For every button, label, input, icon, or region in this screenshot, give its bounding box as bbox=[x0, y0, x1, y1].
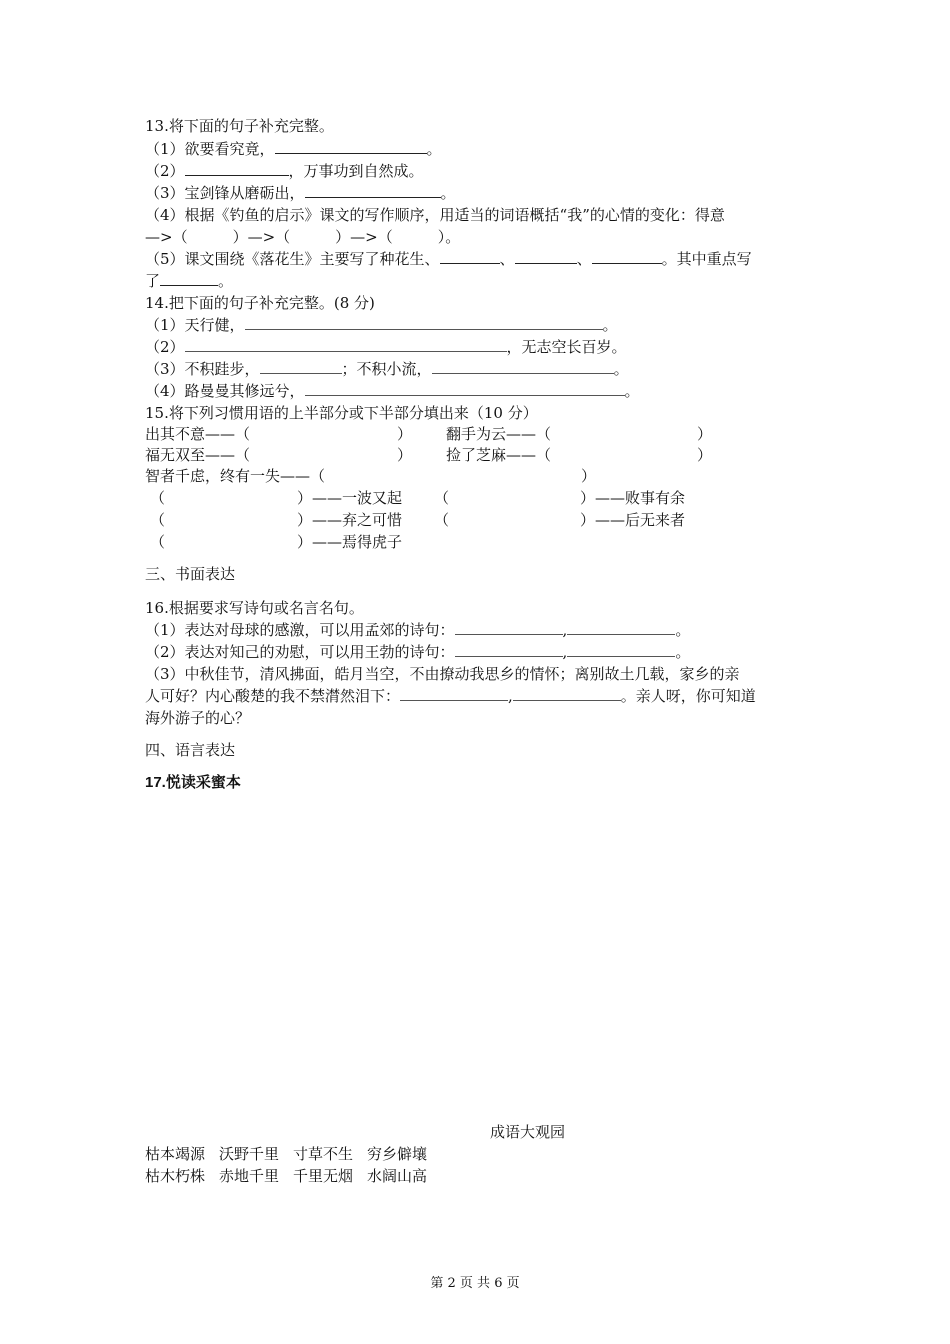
q15-r5b: ）——后无来者 bbox=[580, 511, 686, 529]
q16-item-1-blank-2[interactable] bbox=[567, 620, 675, 635]
q13-title: 13.将下面的句子补充完整。 bbox=[145, 117, 334, 135]
q16-item-3-cont-text: 人可好？内心酸楚的我不禁潸然泪下： bbox=[145, 687, 401, 705]
q14-item-2 bbox=[145, 337, 627, 358]
q13-item-3-end: 。 bbox=[440, 184, 456, 202]
q16-item-2-end: 。 bbox=[675, 643, 691, 661]
q13-item-5-cont-end: 。 bbox=[218, 272, 234, 290]
q13-item-5-blank-4[interactable] bbox=[160, 271, 218, 286]
q16-title: 16.根据要求写诗句或名言名句。 bbox=[145, 599, 364, 617]
q15-r2b: 捡了芝麻——（ bbox=[446, 446, 552, 464]
q14-item-1-end: 。 bbox=[602, 316, 618, 334]
q13-item-5-sep-2: 、 bbox=[576, 250, 592, 268]
q15-r5a-open: （ bbox=[150, 511, 166, 529]
q14-item-3-blank-2[interactable] bbox=[432, 359, 614, 374]
q14-item-4 bbox=[145, 381, 640, 402]
q13-item-2-end: ，万事功到自然成。 bbox=[288, 162, 424, 180]
idioms-row-2 bbox=[145, 1166, 427, 1187]
q13-item-2 bbox=[145, 161, 424, 182]
q13-item-5-sep-1: 、 bbox=[499, 250, 515, 268]
q16-item-1-sep: , bbox=[562, 621, 568, 639]
q15-r2a: 福无双至——（ bbox=[145, 446, 251, 464]
q15-r2b-close: ） bbox=[697, 446, 713, 464]
q14-item-3-text: （3）不积跬步， bbox=[145, 360, 260, 378]
q15-r4a-open: （ bbox=[150, 489, 166, 507]
q15-r3-close: ） bbox=[581, 467, 597, 485]
q15-r1b: 翻手为云——（ bbox=[446, 425, 552, 443]
q14-item-4-end: 。 bbox=[624, 382, 640, 400]
q15-r5a: ）——弃之可惜 bbox=[297, 511, 403, 529]
q13-item-1-blank[interactable] bbox=[275, 139, 427, 154]
q16-item-3: （3）中秋佳节，清风拂面，皓月当空，不由撩动我思乡的情怀；离别故土几载，家乡的亲 bbox=[145, 665, 740, 683]
q15-r5b-open: （ bbox=[434, 511, 450, 529]
idioms-row-1 bbox=[145, 1144, 427, 1165]
q16-item-2-text: （2）表达对知己的劝慰，可以用王勃的诗句： bbox=[145, 643, 455, 661]
q15-r1a-close: ） bbox=[397, 425, 413, 443]
q14-item-1-text: （1）天行健， bbox=[145, 316, 245, 334]
q13-item-5-cont bbox=[145, 271, 233, 292]
idiom: 水阔山高 bbox=[367, 1167, 428, 1185]
q14-item-3 bbox=[145, 359, 629, 380]
q14-item-1 bbox=[145, 315, 618, 336]
idiom: 赤地千里 bbox=[219, 1167, 280, 1185]
q16-item-1-end: 。 bbox=[675, 621, 691, 639]
q16-item-1-blank-1[interactable] bbox=[455, 620, 563, 635]
q15-title: 15.将下列习惯用语的上半部分或下半部分填出来（10 分） bbox=[145, 404, 538, 422]
q13-item-5-end: 。其中重点写 bbox=[661, 250, 752, 268]
q14-item-3-end: 。 bbox=[613, 360, 629, 378]
idiom: 千里无烟 bbox=[293, 1167, 354, 1185]
q13-item-1-end: 。 bbox=[426, 140, 442, 158]
q15-r4a: ）——一波又起 bbox=[297, 489, 403, 507]
q13-item-2-text: （2） bbox=[145, 162, 185, 180]
q13-item-2-blank[interactable] bbox=[185, 161, 289, 176]
q13-item-3 bbox=[145, 183, 456, 204]
q13-item-5-blank-3[interactable] bbox=[592, 249, 662, 264]
q14-item-2-end: ，无志空长百岁。 bbox=[506, 338, 627, 356]
q13-item-5-cont-text: 了 bbox=[145, 272, 161, 290]
q13-item-1-text: （1）欲要看究竟， bbox=[145, 140, 275, 158]
q16-item-3-last: 海外游子的心？ bbox=[145, 709, 251, 727]
q14-item-1-blank[interactable] bbox=[245, 315, 603, 330]
q14-item-3-blank-1[interactable] bbox=[260, 359, 342, 374]
q13-item-4-cont: —>（ ）—>（ ）—>（ ）。 bbox=[145, 228, 461, 246]
page-footer: 第 2 页 共 6 页 bbox=[430, 1276, 520, 1291]
idiom: 沃野千里 bbox=[219, 1145, 280, 1163]
q13-item-5-blank-1[interactable] bbox=[440, 249, 500, 264]
q17-title: 17.悦读采蜜本 bbox=[145, 774, 241, 791]
q14-item-4-blank[interactable] bbox=[305, 381, 625, 396]
q15-r2a-close: ） bbox=[397, 446, 413, 464]
q16-item-3-blank-1[interactable] bbox=[400, 686, 508, 701]
q15-r6-open: （ bbox=[150, 533, 166, 551]
q16-item-1 bbox=[145, 620, 690, 641]
idiom: 穷乡僻壤 bbox=[367, 1145, 428, 1163]
q14-item-4-text: （4）路曼曼其修远兮， bbox=[145, 382, 305, 400]
q16-item-3-end: 。亲人呀，你可知道 bbox=[620, 687, 756, 705]
q15-r3: 智者千虑，终有一失——（ bbox=[145, 467, 326, 485]
q15-r1a: 出其不意——（ bbox=[145, 425, 251, 443]
q13-item-4: （4）根据《钓鱼的启示》课文的写作顺序，用适当的词语概括“我”的心情的变化：得意 bbox=[145, 206, 725, 224]
q16-item-3-cont bbox=[145, 686, 756, 707]
q16-item-2-sep: , bbox=[562, 643, 568, 661]
q14-title: 14.把下面的句子补充完整。(8 分) bbox=[145, 294, 375, 312]
q16-item-1-text: （1）表达对母球的感激，可以用孟郊的诗句： bbox=[145, 621, 455, 639]
q13-item-3-text: （3）宝剑锋从磨砺出， bbox=[145, 184, 305, 202]
q16-item-3-blank-2[interactable] bbox=[513, 686, 621, 701]
q16-item-2 bbox=[145, 642, 690, 663]
q13-item-1 bbox=[145, 139, 442, 160]
q16-item-3-sep: , bbox=[508, 687, 513, 705]
q16-item-2-blank-2[interactable] bbox=[567, 642, 675, 657]
q15-r6: ）——焉得虎子 bbox=[297, 533, 403, 551]
section-4-heading: 四、语言表达 bbox=[145, 741, 236, 759]
q13-item-5-text: （5）课文围绕《落花生》主要写了种花生、 bbox=[145, 250, 440, 268]
idiom: 寸草不生 bbox=[293, 1145, 354, 1163]
section-3-heading: 三、书面表达 bbox=[145, 565, 236, 583]
q14-item-2-text: （2） bbox=[145, 338, 185, 356]
q15-r1b-close: ） bbox=[697, 425, 713, 443]
q13-item-5-blank-2[interactable] bbox=[515, 249, 577, 264]
idiom: 枯本竭源 bbox=[145, 1145, 206, 1163]
q16-item-2-blank-1[interactable] bbox=[455, 642, 563, 657]
idioms-heading: 成语大观园 bbox=[490, 1123, 566, 1141]
q14-item-3-mid: ；不积小流， bbox=[341, 360, 432, 378]
q15-r4b: ）——败事有余 bbox=[580, 489, 686, 507]
q13-item-5 bbox=[145, 249, 752, 270]
idiom: 枯木朽株 bbox=[145, 1167, 206, 1185]
q13-item-3-blank[interactable] bbox=[305, 183, 441, 198]
q15-r4b-open: （ bbox=[434, 489, 450, 507]
q14-item-2-blank[interactable] bbox=[185, 337, 507, 352]
